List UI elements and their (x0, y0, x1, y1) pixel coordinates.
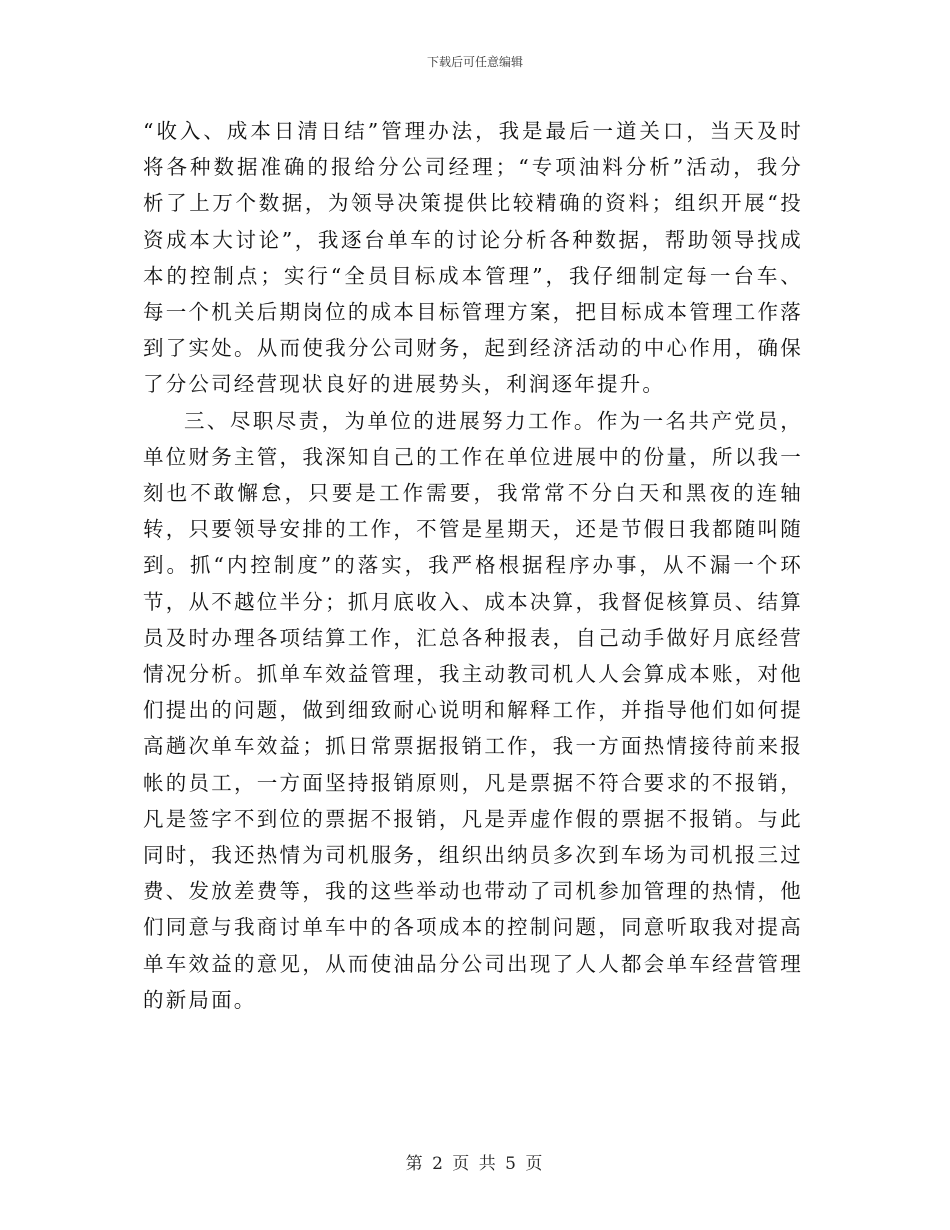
paragraph-section-three: 三、尽职尽责，为单位的进展努力工作。作为一名共产党员，单位财务主管，我深知自己的工作在单位进展中的份量，所以我一刻也不敢懈怠，只要是工作需要，我常常不分白天和黑夜的连轴转，只要领导安排的工作，不管是星期天，还是节假日我都随叫随到。抓“内控制度”的落实，我严格根据程序办事，从不漏一个环节，从不越位半分；抓月底收入、成本决算，我督促核算员、结算员及时办理各项结算工作，汇总各种报表，自己动手做好月底经营情况分析。抓单车效益管理，我主动教司机人人会算成本账，对他们提出的问题，做到细致耐心说明和解释工作，并指导他们如何提高趟次单车效益；抓日常票据报销工作，我一方面热情接待前来报帐的员工，一方面坚持报销原则，凡是票据不符合要求的不报销，凡是签字不到位的票据不报销，凡是弄虚作假的票据不报销。与此同时，我还热情为司机服务，组织出纳员多次到车场为司机报三过费、发放差费等，我的这些举动也带动了司机参加管理的热情，他们同意与我商讨单车中的各项成本的控制问题，同意听取我对提高单车效益的意见，从而使油品分公司出现了人人都会单车经营管理的新局面。 (143, 408, 803, 1012)
page-header: 下载后可任意编辑 (426, 55, 523, 69)
paragraph-continuation: “收入、成本日清日结”管理办法，我是最后一道关口，当天及时将各种数据准确的报给分公司经理；“专项油料分析”活动，我分析了上万个数据，为领导决策提供比较精确的资料；组织开展“投资成本大讨论”，我逐台单车的讨论分析各种数据，帮助领导找成本的控制点；实行“全员目标成本管理”，我仔细制定每一台车、每一个机关后期岗位的成本目标管理方案，把目标成本管理工作落到了实处。从而使我分公司财务，起到经济活动的中心作用，确保了分公司经营现状良好的进展势头，利润逐年提升。 (143, 119, 803, 397)
page-number-footer: 第 2 页 共 5 页 (405, 1154, 545, 1174)
document-body (143, 113, 803, 1018)
